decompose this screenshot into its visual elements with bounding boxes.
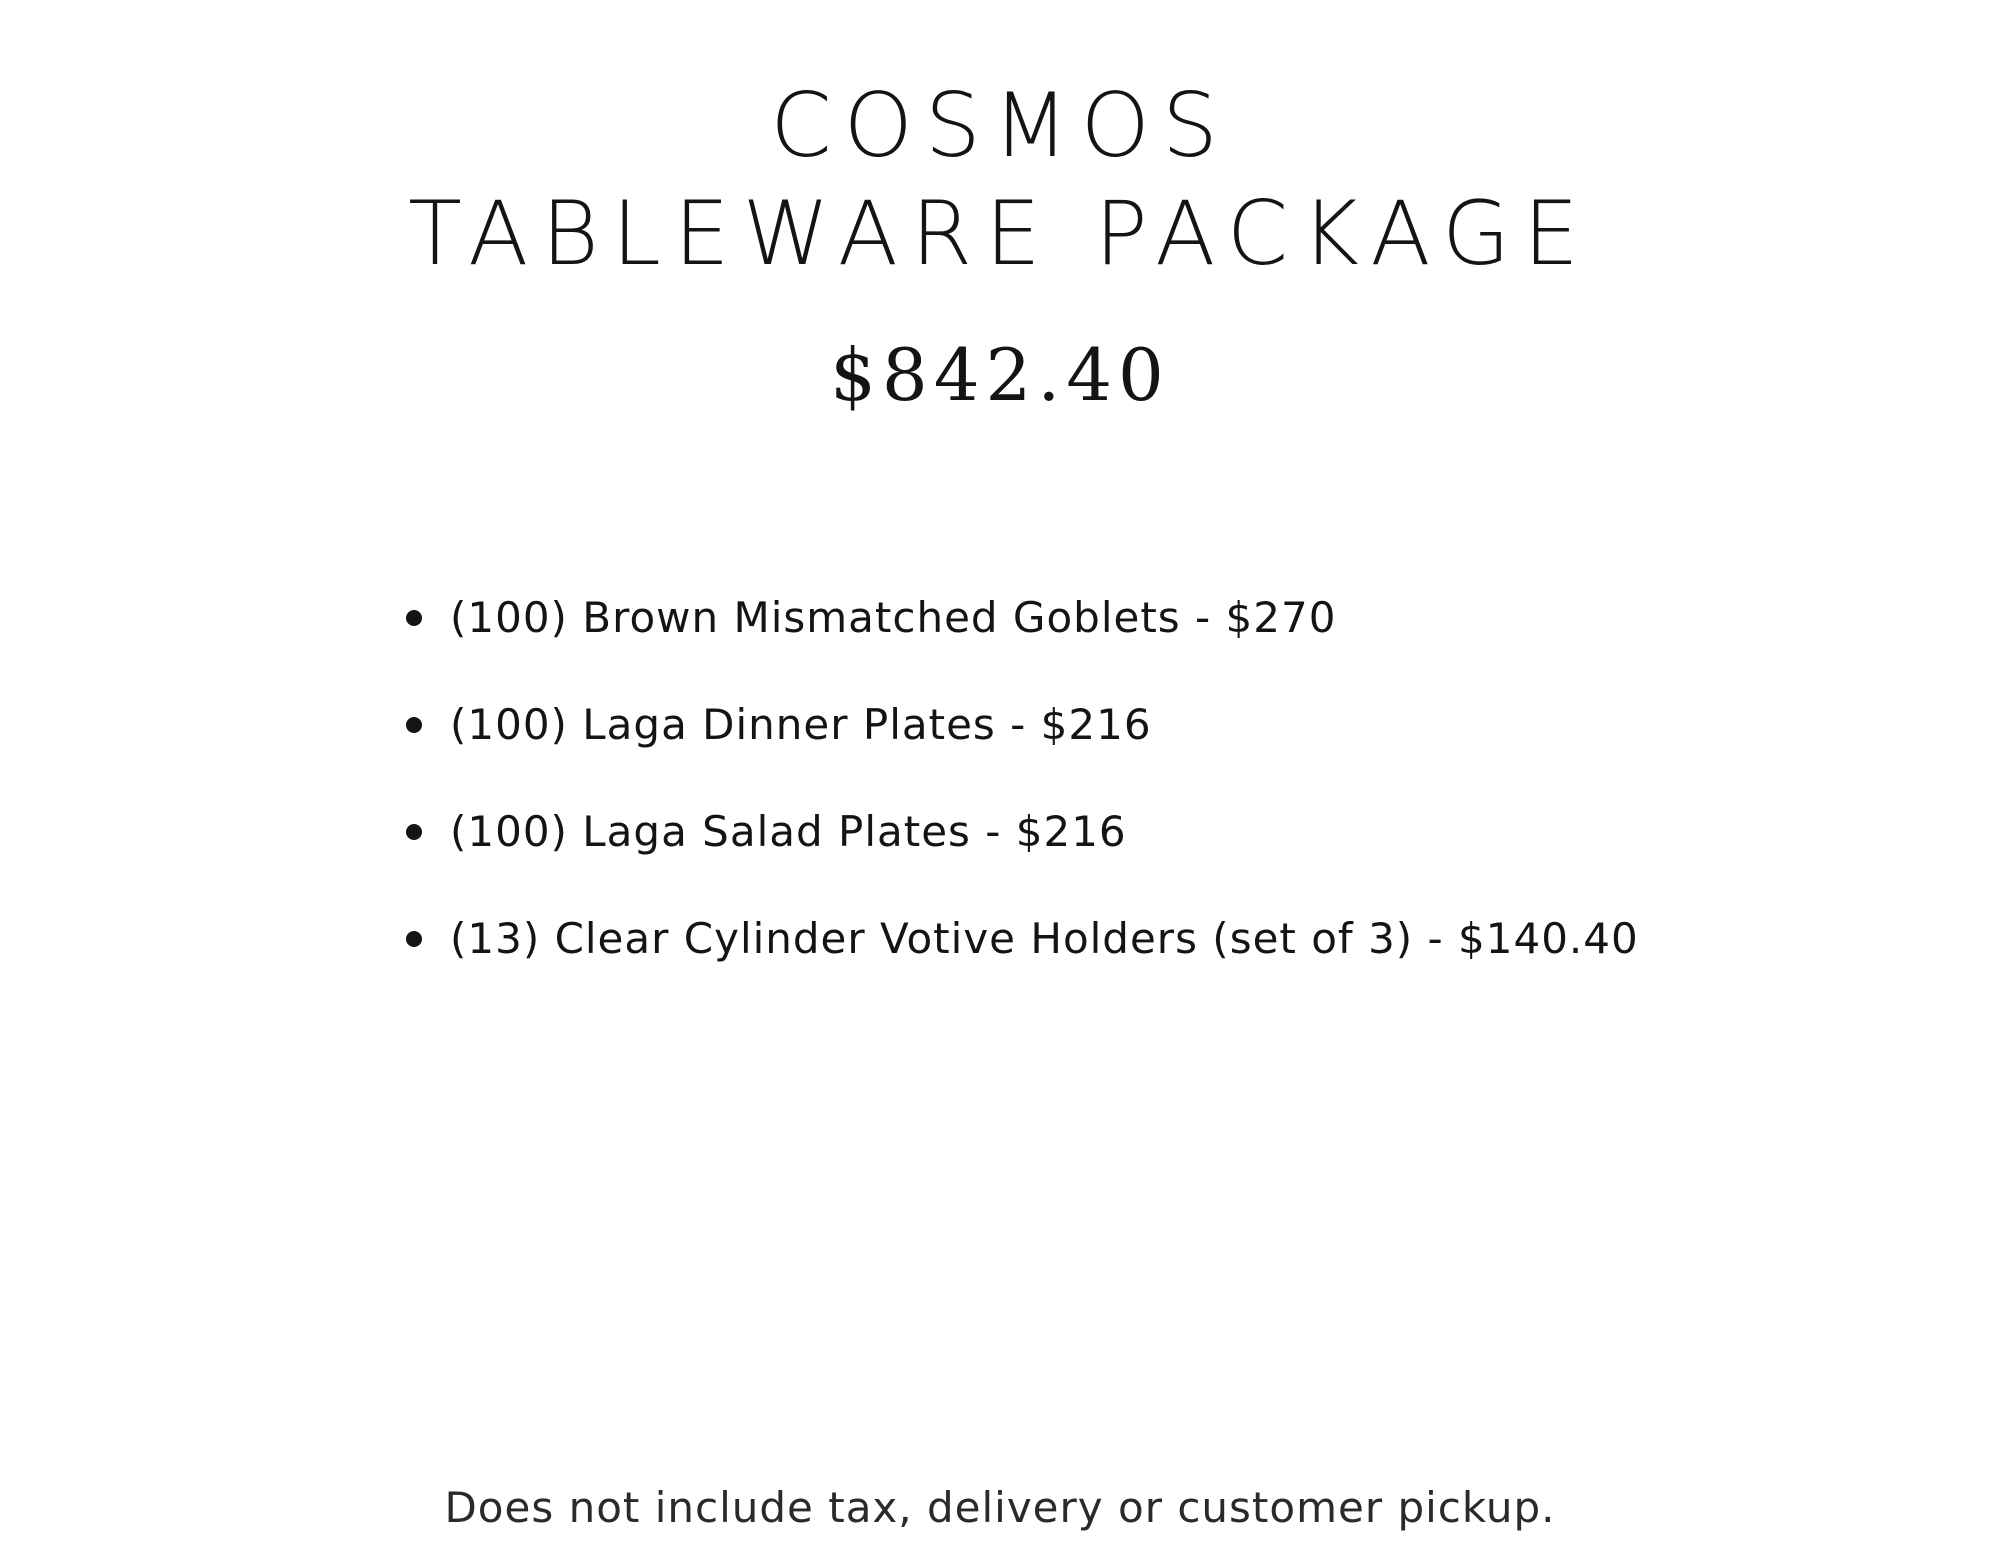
list-item: [450, 802, 1639, 909]
list-item-text: (100) Laga Dinner Plates - $216: [450, 700, 1152, 749]
list-item-text: (100) Laga Salad Plates - $216: [450, 807, 1127, 856]
bullet-icon: [406, 610, 422, 626]
bullet-icon: [406, 717, 422, 733]
footnote-disclaimer: Does not include tax, delivery or customer pickup.: [444, 1483, 1556, 1532]
package-title-line-2: TABLEWARE PACKAGE: [408, 182, 1592, 285]
package-title-line-1: COSMOS: [770, 74, 1230, 177]
list-item: [450, 695, 1639, 802]
list-item-text: (13) Clear Cylinder Votive Holders (set of 3) - $140.40: [450, 914, 1639, 963]
bullet-icon: [406, 931, 422, 947]
package-items-list: [450, 588, 1639, 1016]
list-item: [450, 909, 1639, 1016]
list-item: [450, 588, 1639, 695]
package-price: $842.40: [830, 333, 1170, 417]
list-item-text: (100) Brown Mismatched Goblets - $270: [450, 593, 1337, 642]
bullet-icon: [406, 824, 422, 840]
